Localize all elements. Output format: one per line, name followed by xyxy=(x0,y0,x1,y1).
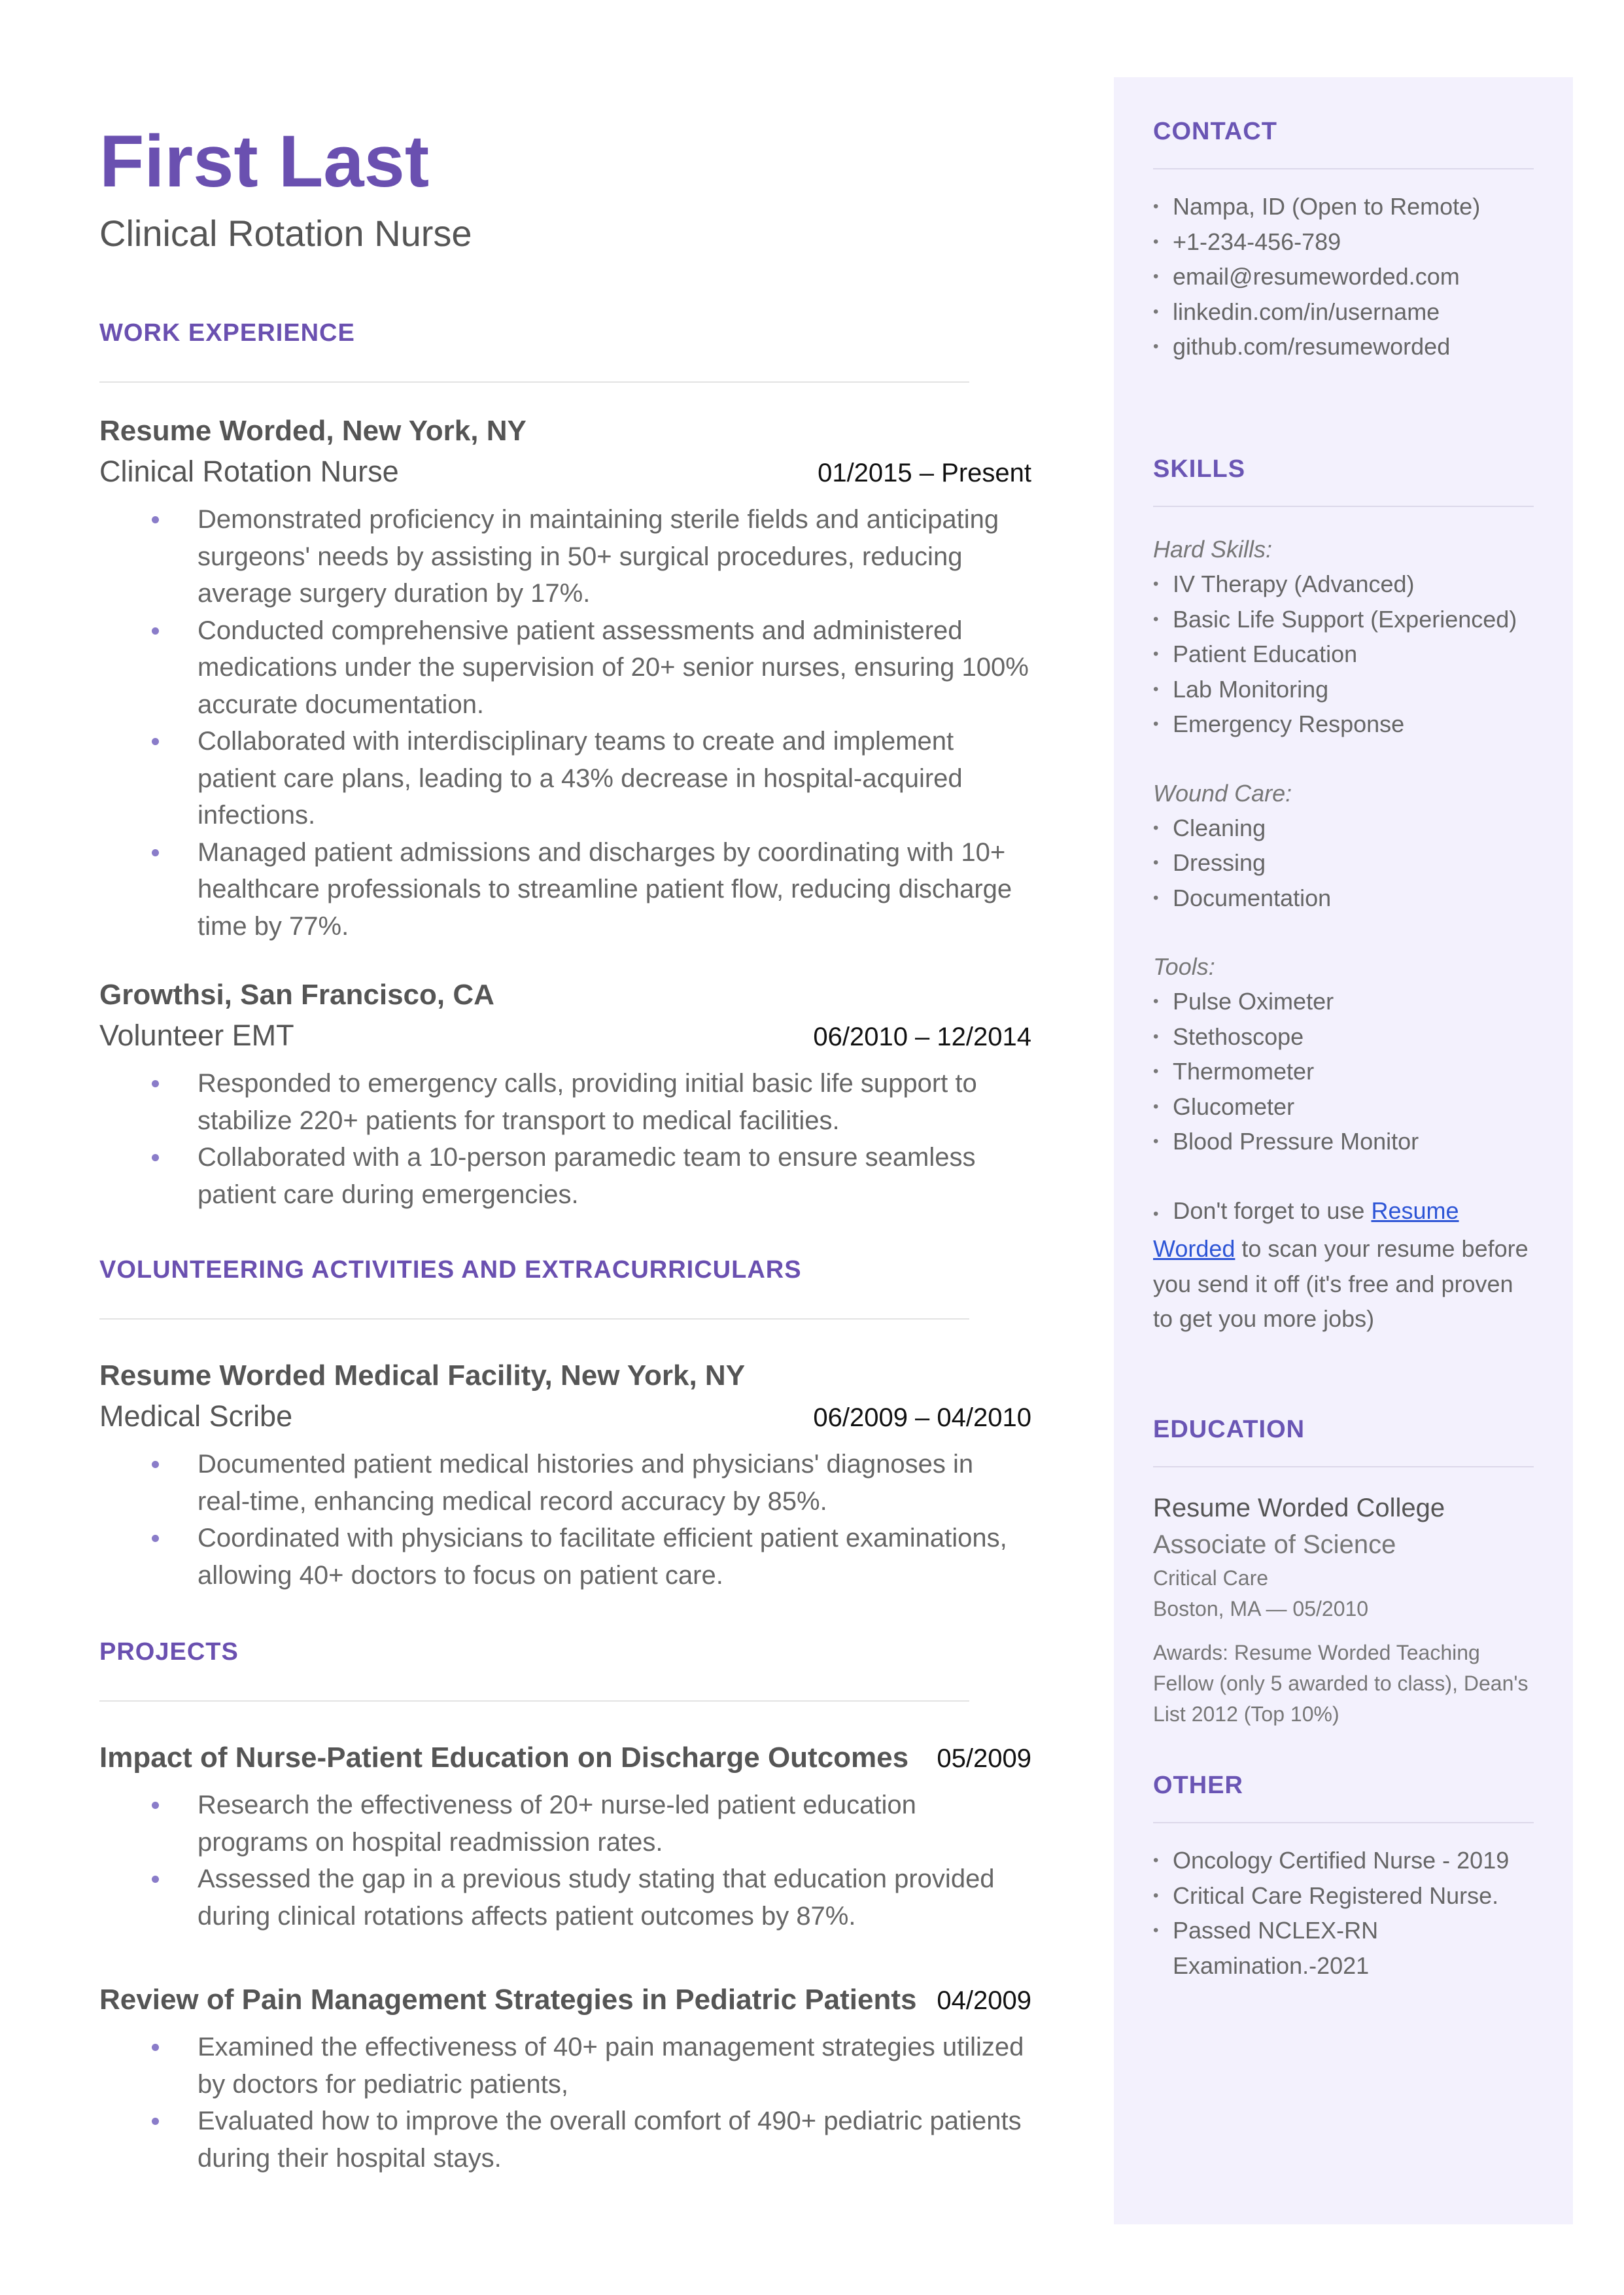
tools-label: Tools: xyxy=(1153,953,1215,980)
project-date: 04/2009 xyxy=(937,1986,1031,2015)
other-divider xyxy=(1153,1822,1534,1823)
contact-location: • Nampa, ID (Open to Remote) xyxy=(1153,189,1534,224)
contact-phone[interactable]: • +1-234-456-789 xyxy=(1153,224,1534,260)
skill-item: • Lab Monitoring xyxy=(1153,672,1534,707)
education-section xyxy=(1153,1416,1534,1730)
contact-heading: CONTACT xyxy=(1153,118,1277,145)
bullet-item: Documented patient medical histories and physicians' diagnoses in real-time, enhancing medical record accuracy by 85%. xyxy=(198,1446,1031,1520)
bullet-item: Evaluated how to improve the overall comfort of 490+ pediatric patients during their hospital stays. xyxy=(198,2103,1031,2177)
bullet-item: Managed patient admissions and discharges by coordinating with 10+ healthcare professionals to streamline patient flow, reducing discharge time by 77%. xyxy=(198,834,1031,945)
education-divider xyxy=(1153,1466,1534,1467)
bullet-item: Collaborated with interdisciplinary teams to create and implement patient care plans, leading to a 43% decrease in hospital-acquired infections. xyxy=(198,723,1031,834)
tools-list xyxy=(1153,984,1534,1159)
tool-item: • Thermometer xyxy=(1153,1054,1534,1089)
sidebar xyxy=(1114,77,1573,2224)
contact-linkedin[interactable]: • linkedin.com/in/username xyxy=(1153,294,1534,330)
project-entry xyxy=(99,1980,1031,2177)
volunteering-divider xyxy=(99,1318,969,1320)
tool-item: • Blood Pressure Monitor xyxy=(1153,1124,1534,1159)
project-bullets xyxy=(99,1787,1031,1935)
education-location-date: Boston, MA — 05/2010 xyxy=(1153,1597,1369,1621)
skill-item: • Emergency Response xyxy=(1153,707,1534,742)
job-dates: 06/2010 – 12/2014 xyxy=(813,1023,1031,1051)
skills-divider xyxy=(1153,506,1534,507)
skill-item: • Basic Life Support (Experienced) xyxy=(1153,602,1534,637)
other-item: • Oncology Certified Nurse - 2019 xyxy=(1153,1843,1534,1878)
contact-divider xyxy=(1153,168,1534,169)
job-role: Volunteer EMT xyxy=(99,1019,294,1052)
volunteer-entry xyxy=(99,1356,1031,1594)
project-title: Impact of Nurse-Patient Education on Discharge Outcomes xyxy=(99,1742,909,1774)
tool-item: • Pulse Oximeter xyxy=(1153,984,1534,1019)
education-awards: Awards: Resume Worded Teaching Fellow (only 5 awarded to class), Dean's List 2012 (Top 10%) xyxy=(1153,1641,1529,1726)
job-bullets xyxy=(99,1065,1031,1213)
education-school: Resume Worded College xyxy=(1153,1494,1445,1522)
education-heading: EDUCATION xyxy=(1153,1416,1305,1443)
work-experience-divider xyxy=(99,381,969,383)
job-bullets xyxy=(99,501,1031,945)
project-entry xyxy=(99,1738,1031,1935)
projects-divider xyxy=(99,1700,969,1702)
project-bullets xyxy=(99,2029,1031,2177)
resume-worded-note: • Don't forget to use Resume Worded to scan your resume before you send it off (it's free and proven to get you more jobs) xyxy=(1153,1197,1529,1332)
job-org: Growthsi, San Francisco, CA xyxy=(99,979,494,1011)
bullet-item: Demonstrated proficiency in maintaining sterile fields and anticipating surgeons' needs by assisting in 50+ surgical procedures, reducing average surgery duration by 17%. xyxy=(198,501,1031,612)
education-degree: Associate of Science xyxy=(1153,1530,1396,1559)
job-role: Clinical Rotation Nurse xyxy=(99,455,399,488)
contact-github[interactable]: • github.com/resumeworded xyxy=(1153,329,1534,364)
job-entry xyxy=(99,411,1031,945)
volunteer-org: Resume Worded Medical Facility, New York, NY xyxy=(99,1359,746,1392)
contact-list xyxy=(1153,189,1534,364)
volunteering-heading: VOLUNTEERING ACTIVITIES AND EXTRACURRICULARS xyxy=(99,1256,802,1284)
volunteer-dates: 06/2009 – 04/2010 xyxy=(813,1403,1031,1432)
resume-worded-link[interactable]: Resume Worded xyxy=(1153,1197,1459,1262)
skill-item: • Documentation xyxy=(1153,881,1534,916)
bullet-item: Assessed the gap in a previous study stating that education provided during clinical rotations affects patient outcomes by 87%. xyxy=(198,1861,1031,1935)
volunteer-role: Medical Scribe xyxy=(99,1399,293,1433)
wound-care-list xyxy=(1153,811,1534,916)
other-heading: OTHER xyxy=(1153,1772,1243,1799)
bullet-item: Research the effectiveness of 20+ nurse-led patient education programs on hospital readmission rates. xyxy=(198,1787,1031,1861)
job-org: Resume Worded, New York, NY xyxy=(99,415,527,447)
bullet-item: Examined the effectiveness of 40+ pain management strategies utilized by doctors for pediatric patients, xyxy=(198,2029,1031,2103)
skills-heading: SKILLS xyxy=(1153,455,1246,483)
note-text-after: to scan your resume before you send it off (it's free and proven to get you more jobs) xyxy=(1153,1235,1529,1332)
hard-skills-list xyxy=(1153,567,1534,742)
wound-care-label: Wound Care: xyxy=(1153,779,1292,807)
candidate-title: Clinical Rotation Nurse xyxy=(99,213,472,254)
skill-item: • Cleaning xyxy=(1153,811,1534,846)
bullet-item: Responded to emergency calls, providing initial basic life support to stabilize 220+ patients for transport to medical facilities. xyxy=(198,1065,1031,1139)
project-date: 05/2009 xyxy=(937,1744,1031,1773)
other-item: • Passed NCLEX-RN Examination.-2021 xyxy=(1153,1913,1534,1983)
tool-item: • Glucometer xyxy=(1153,1089,1534,1125)
contact-section xyxy=(1153,118,1534,364)
tool-item: • Stethoscope xyxy=(1153,1019,1534,1055)
project-title: Review of Pain Management Strategies in Pediatric Patients xyxy=(99,1984,917,2016)
other-list xyxy=(1153,1843,1534,1983)
bullet-item: Conducted comprehensive patient assessments and administered medications under the supervision of 20+ senior nurses, ensuring 100% accurate documentation. xyxy=(198,612,1031,724)
bullet-item: Collaborated with a 10-person paramedic team to ensure seamless patient care during emergencies. xyxy=(198,1139,1031,1213)
projects-heading: PROJECTS xyxy=(99,1638,239,1666)
other-item: • Critical Care Registered Nurse. xyxy=(1153,1878,1534,1914)
skill-item: • Dressing xyxy=(1153,845,1534,881)
note-text-before: Don't forget to use xyxy=(1173,1197,1372,1224)
job-entry xyxy=(99,975,1031,1213)
skill-item: • IV Therapy (Advanced) xyxy=(1153,567,1534,602)
skills-section xyxy=(1153,455,1534,1337)
skill-item: • Patient Education xyxy=(1153,637,1534,672)
other-section xyxy=(1153,1772,1534,1983)
candidate-name: First Last xyxy=(99,120,430,202)
contact-email[interactable]: • email@resumeworded.com xyxy=(1153,259,1534,294)
bullet-item: Coordinated with physicians to facilitate efficient patient examinations, allowing 40+ doctors to focus on patient care. xyxy=(198,1520,1031,1594)
education-field: Critical Care xyxy=(1153,1566,1269,1590)
job-dates: 01/2015 – Present xyxy=(818,459,1031,487)
volunteer-bullets xyxy=(99,1446,1031,1594)
work-experience-heading: WORK EXPERIENCE xyxy=(99,319,355,347)
hard-skills-label: Hard Skills: xyxy=(1153,536,1273,563)
